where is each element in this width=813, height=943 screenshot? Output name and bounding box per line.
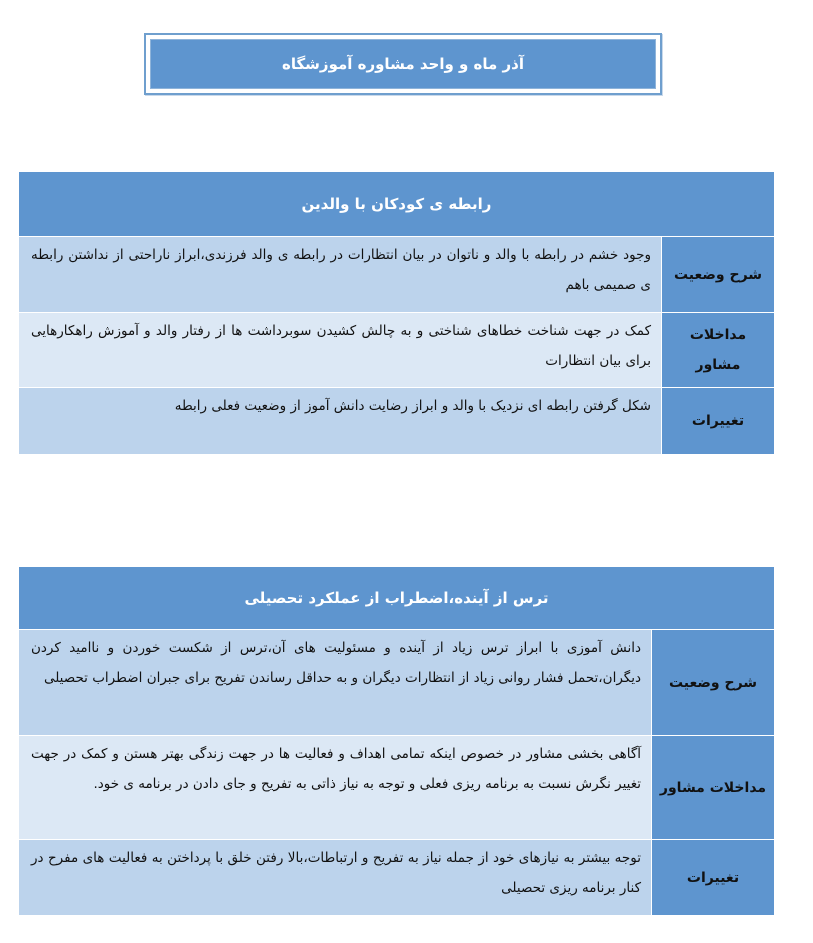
table-row (19, 388, 774, 455)
row-content: توجه بیشتر به نیازهای خود از جمله نیاز به تفریح و ارتباطات،بالا رفتن خلق با پرداختن به فعالیت های مفرح در کنار برنامه ریزی تحصیلی (19, 840, 651, 915)
row-content: دانش آموزی با ابراز ترس زیاد از آینده و مسئولیت های آن،ترس از شکست خوردن و ناامید کردن دیگران،تحمل فشار روانی زیاد از انتظارات دیگران و به حداقل رساندن تفریح برای جبران اضطراب تحصیلی (19, 630, 651, 735)
row-label: مداخلات مشاور (651, 736, 774, 839)
parent-relationship-table (19, 172, 774, 455)
row-content: آگاهی بخشی مشاور در خصوص اینکه تمامی اهداف و فعالیت ها در جهت زندگی بهتر هستن و کمک در جهت تغییر نگرش نسبت به برنامه ریزی فعلی و توجه به نیاز ذاتی به تفریح و جای دادن در برنامه ی خود. (19, 736, 651, 839)
page-title-box (144, 33, 662, 95)
page-title-fill (150, 39, 656, 89)
table-title: رابطه ی کودکان با والدین (19, 172, 774, 237)
table-row (19, 313, 774, 388)
row-label: مداخلات مشاور (661, 313, 774, 387)
table-title: ترس از آینده،اضطراب از عملکرد تحصیلی (19, 567, 774, 630)
academic-anxiety-table (19, 567, 774, 916)
table-row (19, 237, 774, 313)
page-title: آذر ماه و واحد مشاوره آموزشگاه (281, 55, 525, 73)
row-label: شرح وضعیت (661, 237, 774, 312)
row-content: شکل گرفتن رابطه ای نزدیک با والد و ابراز رضایت دانش آموز از وضعیت فعلی رابطه (19, 388, 661, 454)
row-label: تغییرات (661, 388, 774, 454)
row-content: وجود خشم در رابطه با والد و ناتوان در بیان انتظارات در رابطه ی والد فرزندی،ابراز ناراحتی از نداشتن رابطه ی صمیمی باهم (19, 237, 661, 312)
table-row (19, 840, 774, 916)
table-row (19, 630, 774, 736)
row-label: تغییرات (651, 840, 774, 915)
row-content: کمک در جهت شناخت خطاهای شناختی و به چالش کشیدن سوبرداشت ها از رفتار والد و آموزش راهکارهایی برای بیان انتظارات (19, 313, 661, 387)
row-label: شرح وضعیت (651, 630, 774, 735)
table-row (19, 736, 774, 840)
